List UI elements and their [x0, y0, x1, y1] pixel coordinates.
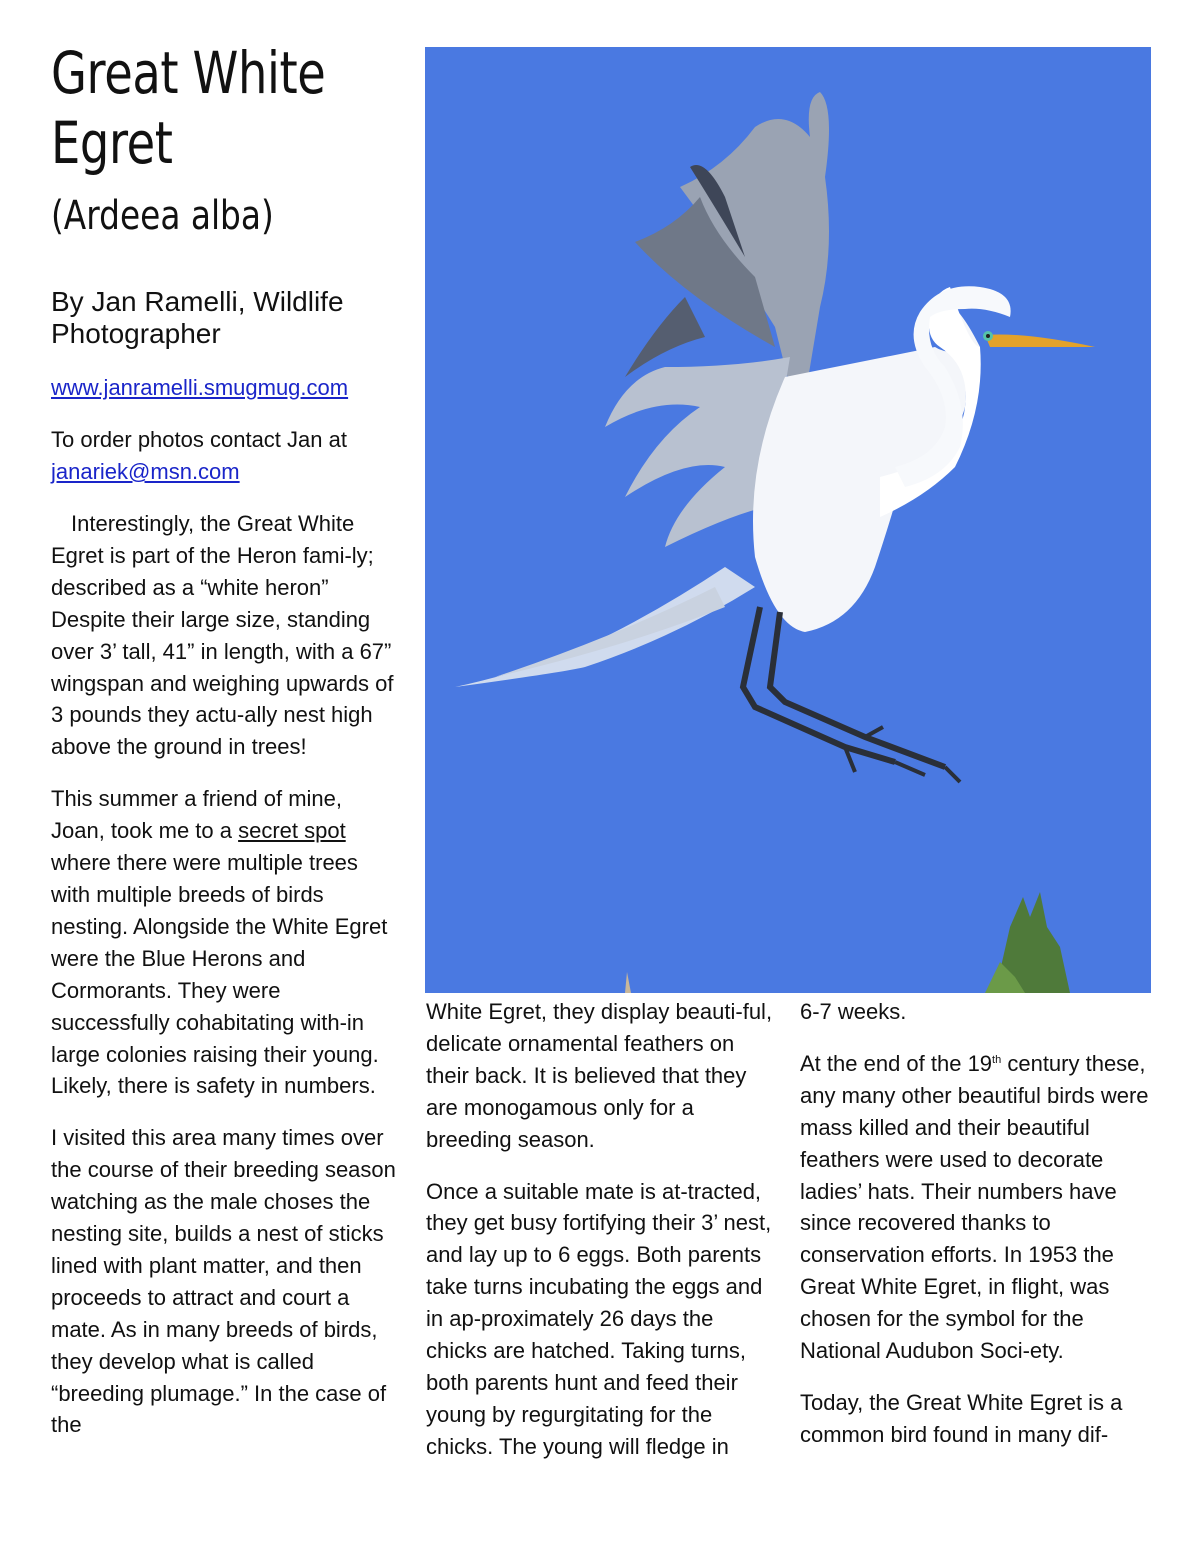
secret-spot-underlined: secret spot: [238, 818, 346, 844]
col1-paragraph-2: This summer a friend of mine, Joan, took me to a secret spot where there were multiple trees with multiple breeds of birds nesting. Alongside the White Egret were the Blue Herons and Cormorants. They were successfully cohabitating with-in large colonies raising their young. Likely, there is safety in numbers.: [51, 786, 388, 1099]
column-2: [426, 996, 776, 1463]
superscript-th: th: [992, 1053, 1002, 1066]
col1-paragraph-3: I visited this area many times over the course of their breeding season watching as the male choses the nesting site, builds a nest of sticks lined with plant matter, and then proceeds to attract and court a mate. As in many breeds of birds, they develop what is called “breeding plumage.” In the case of the: [51, 1125, 396, 1438]
order-text: To order photos contact Jan at: [51, 427, 347, 452]
col2-paragraph-1: White Egret, they display beauti-ful, delicate ornamental feathers on their back. It is believed that they are monogamous only for a breeding season.: [426, 999, 773, 1152]
egret-illustration: [425, 47, 1151, 993]
article-title: [51, 38, 339, 178]
scientific-name: (Ardeea alba): [51, 193, 274, 239]
column-3: [800, 996, 1152, 1451]
col2-paragraph-2: Once a suitable mate is at-tracted, they get busy fortifying their 3’ nest, and lay up to 6 eggs. Both parents take turns incubating the eggs and in ap-proximately 26 days the chicks are hatched. Taking turns, both parents hunt and feed their young by regurgitating for the chicks. The young will fledge in: [426, 1178, 772, 1459]
email-link[interactable]: janariek@msn.com: [51, 459, 240, 484]
col3-paragraph-1: 6-7 weeks.: [800, 999, 907, 1024]
website-link[interactable]: www.janramelli.smugmug.com: [51, 375, 349, 400]
col3-paragraph-3: Today, the Great White Egret is a common bird found in many dif-: [800, 1389, 1123, 1447]
title-line-2: Egret: [51, 109, 173, 177]
egret-photo: [425, 47, 1151, 993]
order-info: [51, 424, 391, 488]
author-byline: By Jan Ramelli, Wildlife Photographer: [51, 286, 344, 349]
column-1: [51, 508, 401, 1441]
title-line-1: Great White: [51, 39, 326, 107]
col3-paragraph-2: At the end of the 19th century these, any many other beautiful birds were mass killed and their beautiful feathers were used to decorate ladies’ hats. Their numbers have since recovered thanks to conservation efforts. In 1953 the Great White Egret, in flight, was chosen for the symbol for the National Audubon Soci-ety.: [800, 1050, 1149, 1364]
col1-paragraph-1: Interestingly, the Great White Egret is part of the Heron fami-ly; described as a “white heron” Despite their large size, standing over 3’ tall, 41” in length, with a 67” wingspan and weighing upwards of 3 pounds they actu-ally nest high above the ground in trees!: [51, 511, 394, 760]
